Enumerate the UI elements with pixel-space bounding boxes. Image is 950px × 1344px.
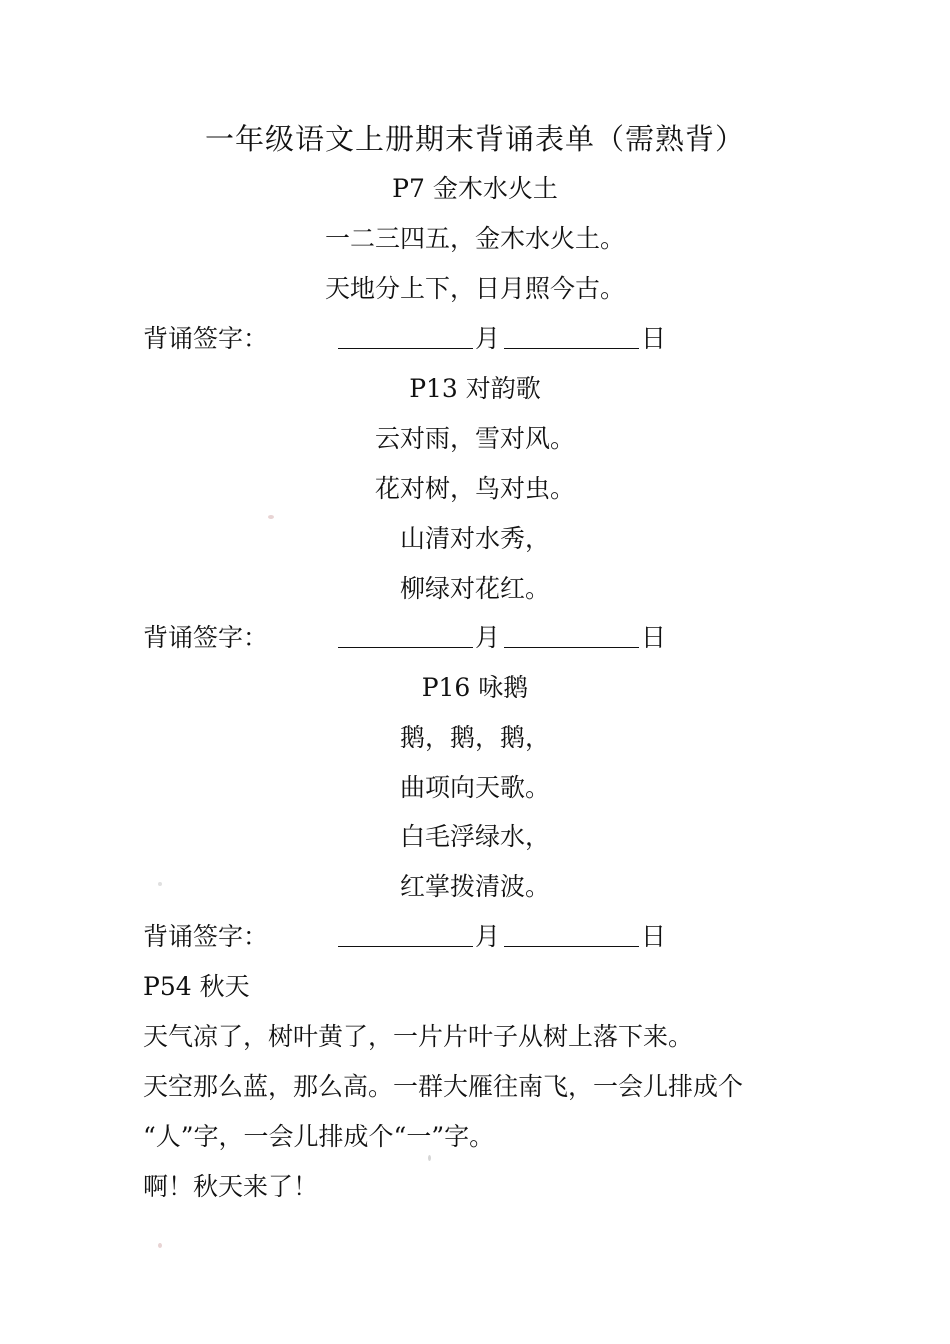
day-label: 日 (641, 922, 667, 951)
signature-row (143, 920, 743, 954)
prose-line: 啊！秋天来了！ (143, 1172, 319, 1201)
day-blank (504, 348, 639, 349)
poem-line: 红掌拨清波。 (399, 872, 550, 901)
poem-line: 柳绿对花红。 (399, 574, 550, 603)
scan-speck (158, 1243, 162, 1248)
month-blank (338, 946, 473, 947)
day-label: 日 (641, 324, 667, 353)
page-title: 一年级语文上册期末背诵表单（需熟背） (204, 122, 745, 156)
section-heading-p7: P7 金木水火土 (392, 174, 558, 203)
scan-speck (268, 515, 274, 519)
poem-line: 白毛浮绿水， (399, 822, 550, 851)
day-label: 日 (641, 623, 667, 652)
prose-line: “人”字，一会儿排成个“一”字。 (143, 1122, 495, 1151)
poem-line: 山清对水秀， (399, 524, 550, 553)
signature-row (143, 621, 743, 655)
signature-label: 背诵签字： (143, 324, 269, 353)
section-heading-p54: P54 秋天 (143, 972, 250, 1001)
scan-speck (428, 1155, 431, 1161)
day-blank (504, 946, 639, 947)
section-heading-p13: P13 对韵歌 (409, 374, 541, 403)
poem-line: 鹅，鹅，鹅， (399, 723, 550, 752)
prose-line: 天气凉了，树叶黄了，一片片叶子从树上落下来。 (143, 1022, 694, 1051)
signature-label: 背诵签字： (143, 623, 269, 652)
section-heading-p16: P16 咏鹅 (421, 673, 529, 702)
poem-line: 云对雨，雪对风。 (374, 424, 575, 453)
poem-line: 一二三四五，金木水火土。 (324, 224, 625, 253)
month-blank (338, 348, 473, 349)
poem-line: 天地分上下，日月照今古。 (324, 274, 625, 303)
signature-label: 背诵签字： (143, 922, 269, 951)
poem-line: 花对树，鸟对虫。 (374, 474, 575, 503)
day-blank (504, 647, 639, 648)
month-label: 月 (475, 324, 501, 353)
month-label: 月 (475, 623, 501, 652)
scan-speck (158, 882, 162, 886)
month-label: 月 (475, 922, 501, 951)
signature-row (143, 322, 743, 356)
month-blank (338, 647, 473, 648)
poem-line: 曲项向天歌。 (399, 773, 550, 802)
prose-line: 天空那么蓝，那么高。一群大雁往南飞，一会儿排成个 (143, 1072, 744, 1101)
